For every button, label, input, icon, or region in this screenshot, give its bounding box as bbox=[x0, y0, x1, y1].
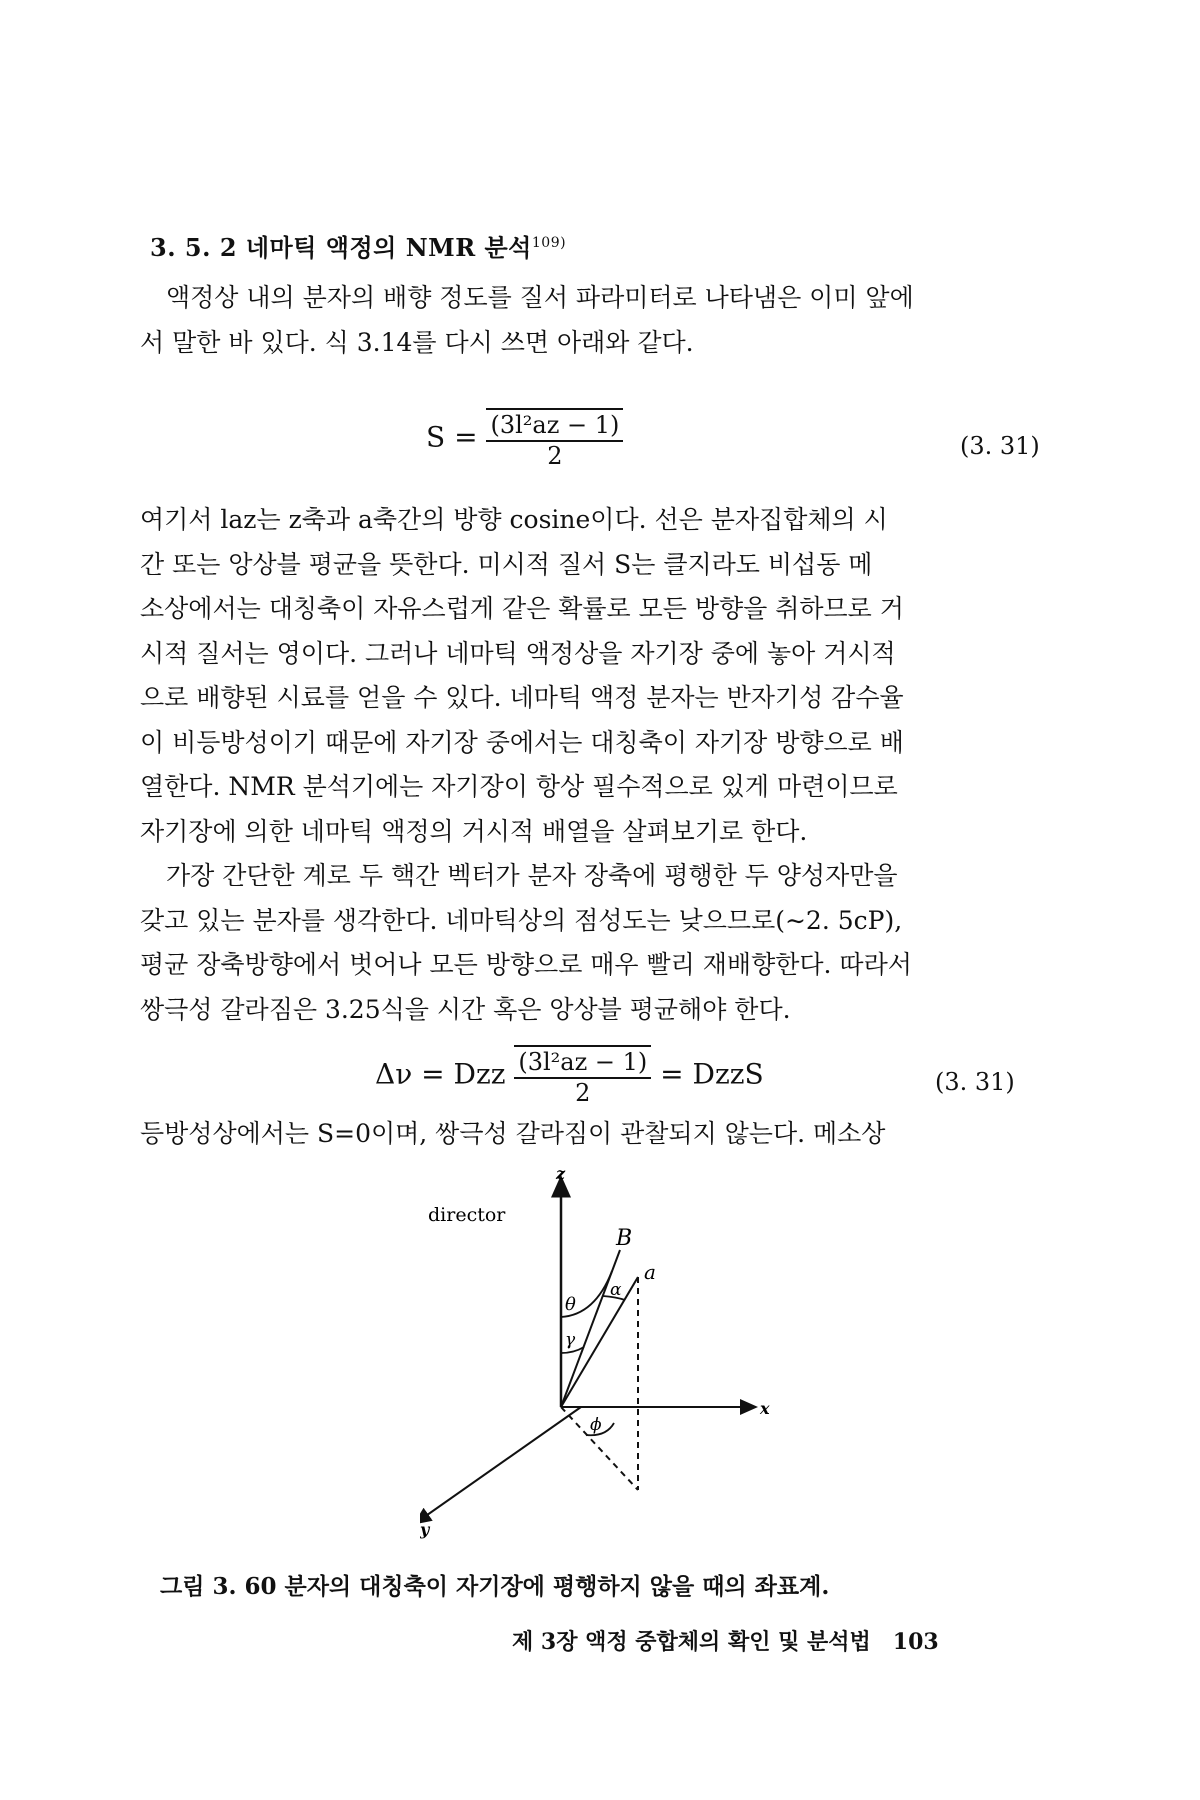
section-heading-reference: 109) bbox=[531, 235, 567, 251]
text-line: 소상에서는 대칭축이 자유스럽게 같은 확률로 모든 방향을 취하므로 거 bbox=[140, 594, 904, 623]
y-label: y bbox=[420, 1520, 430, 1539]
equation-2-lhs: Δν = Dzz bbox=[375, 1057, 506, 1091]
equation-2-denominator: 2 bbox=[575, 1079, 591, 1107]
text-line: 갖고 있는 분자를 생각한다. 네마틱상의 점성도는 낮으므로(∼2. 5cP), bbox=[140, 905, 903, 935]
text-line: 으로 배향된 시료를 얻을 수 있다. 네마틱 액정 분자는 반자기성 감수율 bbox=[140, 683, 904, 712]
paragraph-1 bbox=[140, 276, 1050, 365]
section-heading bbox=[150, 228, 566, 263]
theta-label: θ bbox=[565, 1294, 576, 1315]
text-line: 서 말한 바 있다. 식 3.14를 다시 쓰면 아래와 같다. bbox=[140, 327, 694, 357]
alpha-label: α bbox=[610, 1280, 622, 1300]
equation-2-rhs: = DzzS bbox=[660, 1057, 764, 1091]
equation-2 bbox=[375, 1045, 764, 1107]
equation-1 bbox=[426, 408, 623, 470]
paragraph-3 bbox=[140, 854, 1050, 1032]
equation-1-fraction bbox=[486, 408, 623, 470]
page-number: 103 bbox=[892, 1629, 939, 1655]
text-line: 열한다. NMR 분석기에는 자기장이 항상 필수적으로 있게 마련이므로 bbox=[140, 772, 898, 801]
text-line: 등방성상에서는 S=0이며, 쌍극성 갈라짐이 관찰되지 않는다. 메소상 bbox=[140, 1119, 886, 1148]
z-label: z bbox=[556, 1165, 566, 1183]
phi-label: ϕ bbox=[590, 1415, 602, 1435]
text-line: 여기서 laz는 z축과 a축간의 방향 cosine이다. 선은 분자집합체의 시 bbox=[140, 505, 888, 534]
equation-1-lhs: S = bbox=[426, 420, 478, 454]
figure-caption: 그림 3. 60 분자의 대칭축이 자기장에 평행하지 않을 때의 좌표계. bbox=[160, 1573, 830, 1600]
text-line: 가장 간단한 계로 두 핵간 벡터가 분자 장축에 평행한 두 양성자만을 bbox=[166, 861, 898, 890]
y-axis bbox=[420, 1407, 581, 1520]
gamma-label: γ bbox=[565, 1330, 576, 1350]
footer-chapter: 제 3장 액정 중합체의 확인 및 분석법 bbox=[512, 1629, 871, 1655]
section-heading-text: 3. 5. 2 네마틱 액정의 NMR 분석 bbox=[150, 233, 532, 262]
x-label: x bbox=[760, 1399, 770, 1418]
equation-2-number: (3. 31) bbox=[935, 1068, 1015, 1096]
page-footer bbox=[512, 1625, 939, 1656]
b-label: B bbox=[616, 1226, 633, 1251]
equation-1-denominator: 2 bbox=[547, 442, 563, 470]
text-line: 자기장에 의한 네마틱 액정의 거시적 배열을 살펴보기로 한다. bbox=[140, 816, 808, 846]
equation-2-fraction bbox=[514, 1045, 651, 1107]
paragraph-4 bbox=[140, 1112, 1050, 1157]
text-line: 쌍극성 갈라짐은 3.25식을 시간 혹은 앙상블 평균해야 한다. bbox=[140, 994, 791, 1024]
a-label: a bbox=[644, 1260, 656, 1284]
equation-2-numerator: (3l²az − 1) bbox=[514, 1045, 651, 1079]
equation-1-numerator: (3l²az − 1) bbox=[486, 408, 623, 442]
text-line: 이 비등방성이기 때문에 자기장 중에서는 대칭축이 자기장 방향으로 배 bbox=[140, 727, 904, 757]
text-line: 액정상 내의 분자의 배향 정도를 질서 파라미터로 나타냄은 이미 앞에 bbox=[166, 283, 914, 312]
coordinate-figure bbox=[420, 1165, 840, 1550]
equation-1-number: (3. 31) bbox=[960, 432, 1040, 460]
text-line: 평균 장축방향에서 벗어나 모든 방향으로 매우 빨리 재배향한다. 따라서 bbox=[140, 950, 912, 979]
text-line: 간 또는 앙상블 평균을 뜻한다. 미시적 질서 S는 클지라도 비섭동 메 bbox=[140, 549, 873, 579]
text-line: 시적 질서는 영이다. 그러나 네마틱 액정상을 자기장 중에 놓아 거시적 bbox=[140, 638, 896, 668]
director-label: director bbox=[428, 1204, 506, 1226]
paragraph-2 bbox=[140, 498, 1050, 854]
